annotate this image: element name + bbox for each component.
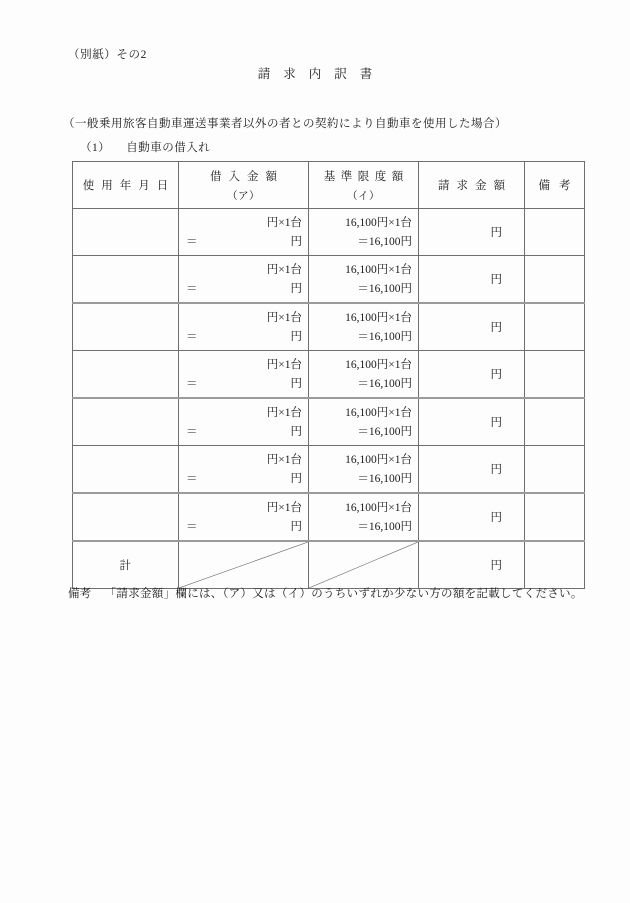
column-header-limit-amount-label: 基準限度額: [323, 170, 409, 183]
column-header-note: [525, 162, 585, 209]
equals-sign: ＝: [186, 472, 198, 485]
column-header-note-label: 備考: [538, 180, 580, 192]
cell-loan-amount-line2: [186, 518, 302, 537]
cell-loan-amount-unit: 円: [290, 377, 302, 390]
cell-limit-amount: [309, 256, 419, 304]
cell-loan-amount[interactable]: [179, 493, 309, 541]
cell-total-label: [73, 541, 179, 589]
cell-claim-amount[interactable]: [419, 351, 525, 399]
table-header-row: [73, 162, 585, 209]
cell-loan-amount-line2: [186, 375, 302, 394]
column-header-claim-amount: [419, 162, 525, 209]
cell-limit-amount-content: [309, 446, 418, 492]
cell-limit-amount: [309, 303, 419, 351]
cell-limit-amount-content: [309, 304, 418, 350]
equals-sign: ＝: [186, 235, 198, 248]
footer-remark-label: 備考: [68, 588, 92, 600]
cell-limit-amount-line1: 16,100円×1台: [345, 407, 412, 419]
cell-claim-amount-value: 円: [490, 227, 502, 239]
cell-loan-amount[interactable]: [179, 209, 309, 256]
column-header-limit-amount-mark: （イ）: [347, 190, 380, 202]
cell-note[interactable]: [525, 209, 585, 256]
cell-loan-amount-content: [179, 304, 308, 350]
cell-loan-amount-line2: [186, 280, 302, 299]
table-row: [73, 351, 585, 399]
cell-limit-amount-content: [309, 399, 418, 445]
cell-limit-amount: [309, 398, 419, 446]
attachment-label: （別紙）その2: [68, 49, 147, 61]
section-heading: [80, 139, 210, 155]
equals-sign: ＝: [186, 282, 198, 295]
cell-note[interactable]: [525, 351, 585, 399]
cell-loan-amount-content: [179, 351, 308, 397]
cell-loan-amount-unit: 円: [290, 472, 302, 485]
cell-loan-amount-line1: 円×1台: [266, 407, 302, 419]
cell-loan-amount-line2: [186, 328, 302, 347]
cell-date[interactable]: [73, 446, 179, 494]
cell-date[interactable]: [73, 398, 179, 446]
cell-limit-amount-line1: 16,100円×1台: [345, 502, 412, 514]
cell-loan-amount[interactable]: [179, 446, 309, 494]
diagonal-strike-icon: [179, 542, 308, 588]
cell-loan-amount-content: [179, 256, 308, 302]
cell-claim-amount-value: 円: [490, 369, 502, 381]
cell-claim-amount[interactable]: [419, 398, 525, 446]
context-note: （一般乗用旅客自動車運送事業者以外の者との契約により自動車を使用した場合）: [63, 118, 507, 130]
cell-loan-amount-unit: 円: [290, 282, 302, 295]
cell-loan-amount[interactable]: [179, 398, 309, 446]
cell-date[interactable]: [73, 493, 179, 541]
cell-loan-amount-line1: 円×1台: [266, 312, 302, 324]
cell-date[interactable]: [73, 256, 179, 304]
cell-note[interactable]: [525, 303, 585, 351]
cell-limit-amount-line2: ＝16,100円: [357, 425, 412, 438]
cell-loan-amount-line1: 円×1台: [266, 454, 302, 466]
cell-loan-amount[interactable]: [179, 256, 309, 304]
cell-limit-amount-line2: ＝16,100円: [357, 282, 412, 295]
section-number: （1）: [80, 142, 111, 154]
cell-claim-amount[interactable]: [419, 303, 525, 351]
cell-total-label-text: 計: [119, 560, 132, 572]
cell-total-claim-amount[interactable]: [419, 541, 525, 589]
cell-loan-amount-line2: [186, 470, 302, 489]
cell-note[interactable]: [525, 493, 585, 541]
cell-limit-amount-line2: ＝16,100円: [357, 472, 412, 485]
cell-limit-amount-line1: 16,100円×1台: [345, 312, 412, 324]
cell-total-note[interactable]: [525, 541, 585, 589]
cell-limit-amount-content: [309, 256, 418, 302]
cell-limit-amount: [309, 209, 419, 256]
cell-claim-amount[interactable]: [419, 256, 525, 304]
cell-limit-amount: [309, 446, 419, 494]
cell-limit-amount-line2: ＝16,100円: [357, 377, 412, 390]
equals-sign: ＝: [186, 520, 198, 533]
cell-loan-amount-unit: 円: [290, 425, 302, 438]
cell-date[interactable]: [73, 209, 179, 256]
cell-loan-amount-unit: 円: [290, 520, 302, 533]
cell-date[interactable]: [73, 303, 179, 351]
cell-loan-amount-line1: 円×1台: [266, 217, 302, 229]
table-row: [73, 493, 585, 541]
cell-loan-amount-line1: 円×1台: [266, 264, 302, 276]
cell-limit-amount-content: [309, 494, 418, 540]
billing-table: [72, 161, 585, 589]
column-header-date-label: 使用年月日: [82, 180, 176, 192]
column-header-loan-amount: [179, 162, 309, 209]
cell-limit-amount-line1: 16,100円×1台: [345, 359, 412, 371]
footer-remark-text: 「請求金額」欄には、（ア）又は（イ）のうちいずれか少ない方の額を記載してください。: [104, 588, 583, 600]
column-header-loan-amount-mark: （ア）: [227, 190, 260, 202]
cell-claim-amount[interactable]: [419, 446, 525, 494]
cell-note[interactable]: [525, 256, 585, 304]
cell-limit-amount-line1: 16,100円×1台: [345, 217, 412, 229]
footer-remark: [68, 585, 583, 601]
cell-loan-amount-content: [179, 494, 308, 540]
cell-claim-amount-value: 円: [490, 274, 502, 286]
column-header-loan-amount-label: 借入金額: [210, 170, 284, 183]
cell-limit-amount-line1: 16,100円×1台: [345, 454, 412, 466]
section-title: 自動車の借入れ: [126, 142, 211, 154]
cell-loan-amount[interactable]: [179, 351, 309, 399]
cell-limit-amount: [309, 493, 419, 541]
cell-loan-amount-content: [179, 399, 308, 445]
cell-claim-amount-value: 円: [490, 464, 502, 476]
cell-loan-amount-line2: [186, 233, 302, 252]
cell-loan-amount-unit: 円: [290, 330, 302, 343]
cell-limit-amount-line2: ＝16,100円: [357, 235, 412, 248]
table-body: [73, 209, 585, 589]
column-header-claim-amount-label: 請求金額: [438, 180, 512, 192]
cell-loan-amount-line2: [186, 423, 302, 442]
cell-total-limit-amount: [309, 541, 419, 589]
diagonal-strike-icon: [309, 542, 418, 588]
page-title: 請求内訳書: [257, 67, 386, 81]
table-row: [73, 398, 585, 446]
table-row: [73, 446, 585, 494]
cell-loan-amount-line1: 円×1台: [266, 502, 302, 514]
equals-sign: ＝: [186, 330, 198, 343]
cell-loan-amount-unit: 円: [290, 235, 302, 248]
cell-loan-amount-content: [179, 446, 308, 492]
cell-limit-amount-line1: 16,100円×1台: [345, 264, 412, 276]
billing-table-wrapper: [72, 161, 584, 589]
cell-note[interactable]: [525, 446, 585, 494]
table-row: [73, 303, 585, 351]
cell-note[interactable]: [525, 398, 585, 446]
cell-limit-amount-line2: ＝16,100円: [357, 330, 412, 343]
column-header-limit-amount: [309, 162, 419, 209]
cell-loan-amount[interactable]: [179, 303, 309, 351]
cell-limit-amount-line2: ＝16,100円: [357, 520, 412, 533]
cell-claim-amount-value: 円: [490, 322, 502, 334]
cell-total-loan-amount: [179, 541, 309, 589]
cell-total-claim-value: 円: [490, 560, 502, 572]
cell-claim-amount[interactable]: [419, 209, 525, 256]
cell-date[interactable]: [73, 351, 179, 399]
cell-limit-amount-content: [309, 351, 418, 397]
cell-claim-amount-value: 円: [490, 512, 502, 524]
table-row: [73, 256, 585, 304]
table-row: [73, 209, 585, 256]
cell-limit-amount-content: [309, 209, 418, 255]
cell-claim-amount-value: 円: [490, 417, 502, 429]
table-total-row: [73, 541, 585, 589]
cell-claim-amount[interactable]: [419, 493, 525, 541]
equals-sign: ＝: [186, 425, 198, 438]
cell-loan-amount-content: [179, 209, 308, 255]
column-header-date: [73, 162, 179, 209]
cell-limit-amount: [309, 351, 419, 399]
equals-sign: ＝: [186, 377, 198, 390]
cell-loan-amount-line1: 円×1台: [266, 359, 302, 371]
